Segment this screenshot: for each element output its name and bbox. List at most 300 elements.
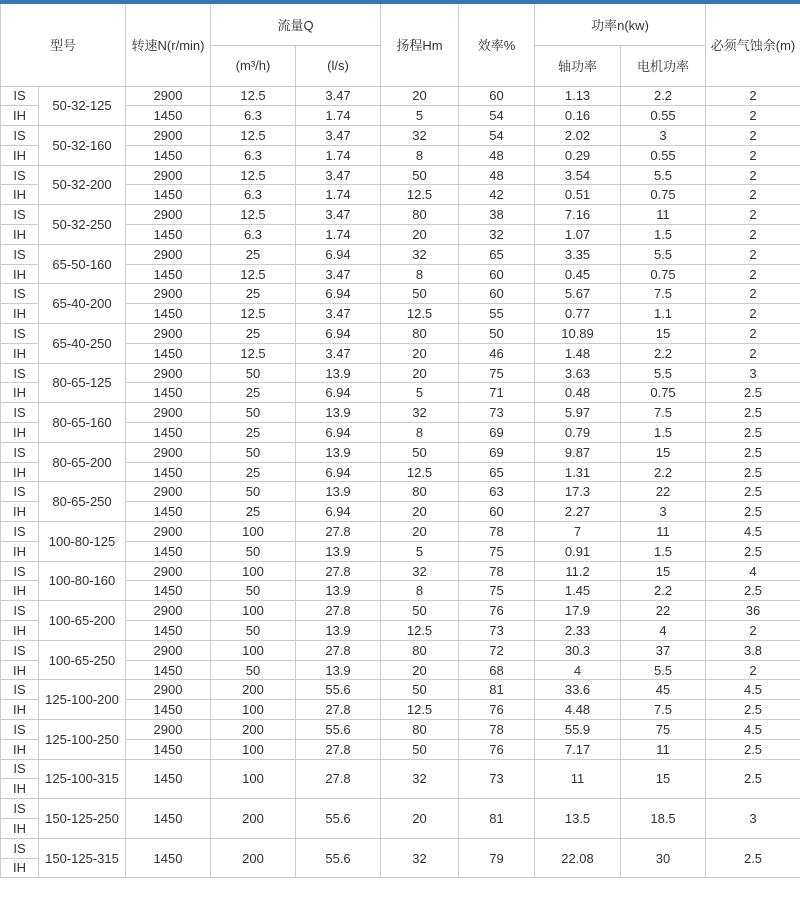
- cell-head: 80: [381, 640, 459, 660]
- cell-shaft: 7: [535, 522, 621, 542]
- cell-series-prefix: IS: [1, 838, 39, 858]
- table-row: [1, 680, 800, 700]
- cell-speed: 2900: [126, 680, 211, 700]
- cell-shaft: 7.16: [535, 205, 621, 225]
- cell-series-prefix: IS: [1, 126, 39, 146]
- cell-npsh: 36: [706, 601, 800, 621]
- cell-npsh: 2: [706, 106, 800, 126]
- cell-npsh: 2.5: [706, 502, 800, 522]
- cell-motor: 2.2: [621, 581, 706, 601]
- cell-series-prefix: IH: [1, 462, 39, 482]
- cell-head: 32: [381, 759, 459, 799]
- cell-m3h: 50: [211, 581, 296, 601]
- cell-eff: 42: [459, 185, 535, 205]
- cell-m3h: 50: [211, 442, 296, 462]
- cell-shaft: 5.67: [535, 284, 621, 304]
- cell-series-prefix: IS: [1, 363, 39, 383]
- cell-eff: 46: [459, 343, 535, 363]
- cell-ls: 27.8: [296, 640, 381, 660]
- cell-series-prefix: IH: [1, 660, 39, 680]
- cell-model: 100-80-160: [39, 561, 126, 601]
- cell-series-prefix: IS: [1, 284, 39, 304]
- cell-eff: 81: [459, 799, 535, 839]
- cell-ls: 27.8: [296, 522, 381, 542]
- table-row: [1, 86, 800, 106]
- header-speed: 转速N(r/min): [126, 4, 211, 86]
- cell-npsh: 2.5: [706, 700, 800, 720]
- cell-head: 12.5: [381, 185, 459, 205]
- cell-motor: 3: [621, 126, 706, 146]
- cell-ls: 3.47: [296, 86, 381, 106]
- table-row: [1, 720, 800, 740]
- cell-m3h: 12.5: [211, 126, 296, 146]
- cell-npsh: 2: [706, 205, 800, 225]
- cell-shaft: 1.45: [535, 581, 621, 601]
- table-row: [1, 838, 800, 858]
- header-flow: 流量Q: [211, 4, 381, 45]
- cell-speed: 2900: [126, 126, 211, 146]
- cell-series-prefix: IH: [1, 304, 39, 324]
- cell-npsh: 3: [706, 799, 800, 839]
- cell-motor: 0.55: [621, 145, 706, 165]
- cell-npsh: 4: [706, 561, 800, 581]
- cell-shaft: 10.89: [535, 324, 621, 344]
- table-header: [1, 4, 800, 86]
- table-row: [1, 403, 800, 423]
- cell-m3h: 25: [211, 383, 296, 403]
- cell-shaft: 33.6: [535, 680, 621, 700]
- cell-npsh: 4.5: [706, 680, 800, 700]
- cell-ls: 3.47: [296, 343, 381, 363]
- cell-m3h: 12.5: [211, 343, 296, 363]
- cell-motor: 0.55: [621, 106, 706, 126]
- cell-ls: 27.8: [296, 739, 381, 759]
- cell-model: 100-80-125: [39, 522, 126, 562]
- table-row: [1, 759, 800, 779]
- cell-head: 8: [381, 581, 459, 601]
- cell-speed: 2900: [126, 561, 211, 581]
- cell-motor: 30: [621, 838, 706, 878]
- cell-motor: 0.75: [621, 383, 706, 403]
- cell-npsh: 2: [706, 185, 800, 205]
- cell-ls: 1.74: [296, 185, 381, 205]
- cell-ls: 3.47: [296, 205, 381, 225]
- cell-model: 65-50-160: [39, 244, 126, 284]
- cell-head: 20: [381, 522, 459, 542]
- cell-motor: 5.5: [621, 244, 706, 264]
- cell-speed: 2900: [126, 601, 211, 621]
- cell-head: 50: [381, 284, 459, 304]
- cell-head: 12.5: [381, 462, 459, 482]
- cell-series-prefix: IS: [1, 640, 39, 660]
- cell-model: 50-32-200: [39, 165, 126, 205]
- cell-ls: 6.94: [296, 383, 381, 403]
- cell-eff: 50: [459, 324, 535, 344]
- cell-m3h: 6.3: [211, 145, 296, 165]
- cell-ls: 55.6: [296, 720, 381, 740]
- cell-npsh: 2: [706, 225, 800, 245]
- cell-series-prefix: IS: [1, 799, 39, 819]
- cell-shaft: 11: [535, 759, 621, 799]
- cell-m3h: 25: [211, 502, 296, 522]
- cell-speed: 1450: [126, 145, 211, 165]
- cell-series-prefix: IH: [1, 700, 39, 720]
- cell-eff: 69: [459, 423, 535, 443]
- cell-head: 50: [381, 739, 459, 759]
- cell-series-prefix: IH: [1, 264, 39, 284]
- cell-speed: 1450: [126, 739, 211, 759]
- cell-speed: 2900: [126, 482, 211, 502]
- header-shaft-power: 轴功率: [535, 45, 621, 86]
- table-row: [1, 244, 800, 264]
- cell-series-prefix: IH: [1, 423, 39, 443]
- cell-ls: 13.9: [296, 660, 381, 680]
- table-row: [1, 442, 800, 462]
- cell-model: 65-40-200: [39, 284, 126, 324]
- cell-ls: 3.47: [296, 304, 381, 324]
- cell-head: 5: [381, 541, 459, 561]
- cell-m3h: 50: [211, 660, 296, 680]
- cell-motor: 11: [621, 739, 706, 759]
- cell-series-prefix: IS: [1, 165, 39, 185]
- cell-speed: 2900: [126, 640, 211, 660]
- cell-eff: 32: [459, 225, 535, 245]
- cell-m3h: 100: [211, 601, 296, 621]
- cell-m3h: 100: [211, 561, 296, 581]
- cell-speed: 1450: [126, 264, 211, 284]
- cell-series-prefix: IS: [1, 522, 39, 542]
- cell-model: 50-32-160: [39, 126, 126, 166]
- cell-head: 20: [381, 660, 459, 680]
- cell-shaft: 30.3: [535, 640, 621, 660]
- cell-m3h: 100: [211, 759, 296, 799]
- table-row: [1, 522, 800, 542]
- cell-model: 125-100-200: [39, 680, 126, 720]
- cell-series-prefix: IH: [1, 541, 39, 561]
- cell-motor: 15: [621, 759, 706, 799]
- cell-m3h: 50: [211, 621, 296, 641]
- cell-series-prefix: IH: [1, 621, 39, 641]
- cell-m3h: 6.3: [211, 185, 296, 205]
- cell-motor: 5.5: [621, 660, 706, 680]
- cell-shaft: 13.5: [535, 799, 621, 839]
- cell-motor: 0.75: [621, 185, 706, 205]
- cell-series-prefix: IS: [1, 403, 39, 423]
- cell-series-prefix: IH: [1, 145, 39, 165]
- cell-shaft: 4: [535, 660, 621, 680]
- cell-series-prefix: IH: [1, 343, 39, 363]
- cell-eff: 55: [459, 304, 535, 324]
- cell-shaft: 0.16: [535, 106, 621, 126]
- table-row: [1, 601, 800, 621]
- table-row: [1, 561, 800, 581]
- cell-speed: 1450: [126, 343, 211, 363]
- cell-shaft: 5.97: [535, 403, 621, 423]
- cell-npsh: 2.5: [706, 838, 800, 878]
- cell-motor: 7.5: [621, 284, 706, 304]
- cell-shaft: 2.02: [535, 126, 621, 146]
- cell-m3h: 50: [211, 482, 296, 502]
- cell-shaft: 0.79: [535, 423, 621, 443]
- cell-model: 80-65-200: [39, 442, 126, 482]
- cell-eff: 60: [459, 264, 535, 284]
- cell-shaft: 0.77: [535, 304, 621, 324]
- cell-m3h: 200: [211, 838, 296, 878]
- cell-npsh: 2: [706, 621, 800, 641]
- cell-shaft: 1.31: [535, 462, 621, 482]
- table-row: [1, 799, 800, 819]
- cell-head: 20: [381, 502, 459, 522]
- cell-motor: 22: [621, 601, 706, 621]
- cell-m3h: 200: [211, 680, 296, 700]
- cell-speed: 2900: [126, 324, 211, 344]
- table-row: [1, 165, 800, 185]
- cell-head: 32: [381, 403, 459, 423]
- cell-ls: 13.9: [296, 541, 381, 561]
- cell-speed: 1450: [126, 541, 211, 561]
- cell-shaft: 11.2: [535, 561, 621, 581]
- cell-head: 20: [381, 225, 459, 245]
- cell-series-prefix: IS: [1, 561, 39, 581]
- table-row: [1, 482, 800, 502]
- cell-ls: 27.8: [296, 601, 381, 621]
- cell-ls: 13.9: [296, 581, 381, 601]
- cell-eff: 81: [459, 680, 535, 700]
- cell-shaft: 7.17: [535, 739, 621, 759]
- cell-motor: 1.5: [621, 541, 706, 561]
- cell-m3h: 100: [211, 739, 296, 759]
- cell-motor: 5.5: [621, 363, 706, 383]
- cell-npsh: 2: [706, 86, 800, 106]
- cell-motor: 0.75: [621, 264, 706, 284]
- cell-head: 20: [381, 799, 459, 839]
- cell-eff: 60: [459, 284, 535, 304]
- cell-motor: 2.2: [621, 343, 706, 363]
- cell-eff: 78: [459, 522, 535, 542]
- cell-ls: 13.9: [296, 442, 381, 462]
- cell-npsh: 3.8: [706, 640, 800, 660]
- cell-motor: 15: [621, 561, 706, 581]
- cell-eff: 72: [459, 640, 535, 660]
- cell-npsh: 2: [706, 660, 800, 680]
- cell-eff: 68: [459, 660, 535, 680]
- cell-npsh: 2.5: [706, 383, 800, 403]
- cell-series-prefix: IS: [1, 324, 39, 344]
- cell-shaft: 0.51: [535, 185, 621, 205]
- cell-ls: 13.9: [296, 403, 381, 423]
- cell-eff: 65: [459, 462, 535, 482]
- cell-model: 80-65-160: [39, 403, 126, 443]
- cell-m3h: 25: [211, 423, 296, 443]
- cell-speed: 2900: [126, 403, 211, 423]
- cell-m3h: 100: [211, 640, 296, 660]
- cell-m3h: 200: [211, 799, 296, 839]
- cell-head: 32: [381, 126, 459, 146]
- cell-speed: 2900: [126, 284, 211, 304]
- cell-npsh: 2.5: [706, 581, 800, 601]
- pump-spec-table: [0, 4, 800, 878]
- cell-speed: 2900: [126, 363, 211, 383]
- cell-m3h: 25: [211, 324, 296, 344]
- cell-motor: 45: [621, 680, 706, 700]
- cell-model: 125-100-315: [39, 759, 126, 799]
- table-row: [1, 126, 800, 146]
- cell-speed: 2900: [126, 522, 211, 542]
- cell-speed: 1450: [126, 660, 211, 680]
- cell-model: 150-125-250: [39, 799, 126, 839]
- header-flow-ls: (l/s): [296, 45, 381, 86]
- cell-head: 32: [381, 561, 459, 581]
- cell-ls: 3.47: [296, 126, 381, 146]
- cell-shaft: 0.91: [535, 541, 621, 561]
- cell-head: 80: [381, 482, 459, 502]
- cell-shaft: 2.33: [535, 621, 621, 641]
- cell-ls: 1.74: [296, 106, 381, 126]
- cell-shaft: 2.27: [535, 502, 621, 522]
- cell-eff: 73: [459, 403, 535, 423]
- cell-shaft: 17.3: [535, 482, 621, 502]
- cell-speed: 1450: [126, 799, 211, 839]
- cell-eff: 78: [459, 561, 535, 581]
- cell-series-prefix: IS: [1, 601, 39, 621]
- cell-motor: 11: [621, 205, 706, 225]
- cell-speed: 1450: [126, 621, 211, 641]
- cell-npsh: 2.5: [706, 759, 800, 799]
- cell-shaft: 0.29: [535, 145, 621, 165]
- cell-npsh: 4.5: [706, 720, 800, 740]
- header-motor-power: 电机功率: [621, 45, 706, 86]
- cell-eff: 69: [459, 442, 535, 462]
- cell-series-prefix: IS: [1, 442, 39, 462]
- cell-head: 50: [381, 680, 459, 700]
- cell-eff: 79: [459, 838, 535, 878]
- cell-head: 20: [381, 86, 459, 106]
- cell-motor: 11: [621, 522, 706, 542]
- table-row: [1, 205, 800, 225]
- cell-eff: 75: [459, 541, 535, 561]
- cell-npsh: 2.5: [706, 482, 800, 502]
- cell-shaft: 0.45: [535, 264, 621, 284]
- cell-series-prefix: IH: [1, 502, 39, 522]
- cell-ls: 27.8: [296, 561, 381, 581]
- cell-head: 32: [381, 244, 459, 264]
- cell-motor: 37: [621, 640, 706, 660]
- cell-motor: 1.1: [621, 304, 706, 324]
- cell-speed: 1450: [126, 700, 211, 720]
- cell-series-prefix: IH: [1, 779, 39, 799]
- cell-shaft: 1.07: [535, 225, 621, 245]
- cell-shaft: 0.48: [535, 383, 621, 403]
- cell-m3h: 50: [211, 403, 296, 423]
- cell-model: 80-65-250: [39, 482, 126, 522]
- cell-series-prefix: IS: [1, 482, 39, 502]
- cell-motor: 1.5: [621, 423, 706, 443]
- header-efficiency: 效率%: [459, 4, 535, 86]
- cell-m3h: 12.5: [211, 165, 296, 185]
- cell-model: 100-65-200: [39, 601, 126, 641]
- cell-npsh: 4.5: [706, 522, 800, 542]
- cell-ls: 27.8: [296, 700, 381, 720]
- cell-speed: 1450: [126, 106, 211, 126]
- cell-series-prefix: IH: [1, 106, 39, 126]
- cell-eff: 48: [459, 145, 535, 165]
- cell-speed: 1450: [126, 304, 211, 324]
- cell-npsh: 2: [706, 145, 800, 165]
- cell-npsh: 2.5: [706, 442, 800, 462]
- cell-npsh: 2: [706, 126, 800, 146]
- cell-m3h: 25: [211, 244, 296, 264]
- cell-m3h: 12.5: [211, 304, 296, 324]
- cell-series-prefix: IS: [1, 244, 39, 264]
- cell-m3h: 25: [211, 462, 296, 482]
- header-npsh: 必须气蚀余(m): [706, 4, 800, 86]
- cell-npsh: 2.5: [706, 462, 800, 482]
- cell-eff: 65: [459, 244, 535, 264]
- cell-speed: 1450: [126, 502, 211, 522]
- cell-ls: 55.6: [296, 838, 381, 878]
- cell-ls: 6.94: [296, 324, 381, 344]
- cell-speed: 1450: [126, 581, 211, 601]
- cell-eff: 71: [459, 383, 535, 403]
- cell-model: 80-65-125: [39, 363, 126, 403]
- cell-series-prefix: IS: [1, 759, 39, 779]
- cell-ls: 13.9: [296, 621, 381, 641]
- cell-speed: 1450: [126, 759, 211, 799]
- cell-m3h: 12.5: [211, 86, 296, 106]
- cell-ls: 55.6: [296, 799, 381, 839]
- cell-speed: 1450: [126, 462, 211, 482]
- cell-ls: 6.94: [296, 502, 381, 522]
- cell-m3h: 6.3: [211, 225, 296, 245]
- cell-ls: 1.74: [296, 145, 381, 165]
- cell-head: 8: [381, 145, 459, 165]
- cell-ls: 13.9: [296, 482, 381, 502]
- cell-ls: 3.47: [296, 264, 381, 284]
- cell-head: 80: [381, 324, 459, 344]
- cell-shaft: 22.08: [535, 838, 621, 878]
- cell-motor: 18.5: [621, 799, 706, 839]
- cell-series-prefix: IH: [1, 185, 39, 205]
- cell-speed: 1450: [126, 185, 211, 205]
- cell-head: 5: [381, 383, 459, 403]
- cell-eff: 60: [459, 86, 535, 106]
- cell-speed: 1450: [126, 225, 211, 245]
- cell-motor: 4: [621, 621, 706, 641]
- cell-motor: 3: [621, 502, 706, 522]
- cell-m3h: 25: [211, 284, 296, 304]
- cell-head: 8: [381, 423, 459, 443]
- table-row: [1, 324, 800, 344]
- cell-npsh: 2: [706, 264, 800, 284]
- cell-eff: 54: [459, 126, 535, 146]
- cell-series-prefix: IS: [1, 205, 39, 225]
- header-power: 功率n(kw): [535, 4, 706, 45]
- cell-head: 50: [381, 442, 459, 462]
- table-body: [1, 86, 800, 878]
- cell-ls: 6.94: [296, 462, 381, 482]
- cell-head: 12.5: [381, 304, 459, 324]
- cell-motor: 2.2: [621, 86, 706, 106]
- cell-motor: 7.5: [621, 403, 706, 423]
- table-row: [1, 640, 800, 660]
- cell-shaft: 9.87: [535, 442, 621, 462]
- cell-ls: 6.94: [296, 284, 381, 304]
- cell-shaft: 3.63: [535, 363, 621, 383]
- cell-ls: 6.94: [296, 423, 381, 443]
- cell-head: 12.5: [381, 621, 459, 641]
- cell-series-prefix: IH: [1, 581, 39, 601]
- cell-motor: 2.2: [621, 462, 706, 482]
